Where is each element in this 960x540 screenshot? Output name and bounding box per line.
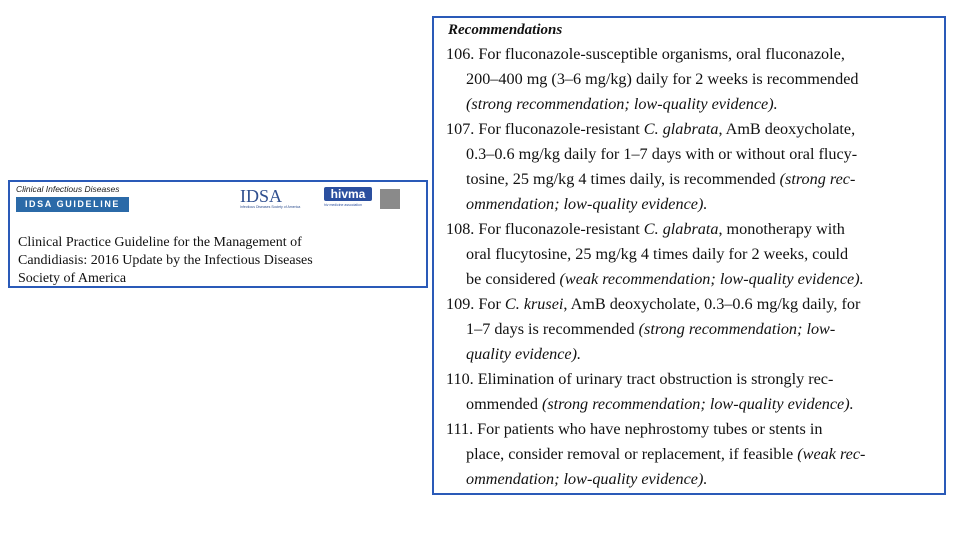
recommendation-italic-text: ommendation; low-quality evidence). (466, 195, 708, 213)
recommendation-line (466, 267, 918, 292)
idsa-logo-text: IDSA (240, 186, 283, 206)
recommendation-item (444, 367, 918, 417)
recommendation-line (466, 67, 918, 92)
recommendation-text: 108. For fluconazole-resistant (446, 220, 644, 238)
recommendation-line (466, 342, 918, 367)
recommendation-line (466, 392, 918, 417)
guideline-header-card (8, 180, 428, 288)
recommendation-item (444, 417, 918, 492)
recommendation-text: place, consider removal or replacement, if feasible (466, 445, 798, 463)
idsa-logo-subtext: Infectious Diseases Society of America (240, 205, 301, 209)
recommendation-line (466, 317, 918, 342)
guideline-title (18, 234, 418, 288)
recommendation-italic-text: (weak recommendation; low-quality evidence). (559, 270, 864, 288)
hivma-logo-subtext: hiv medicine association (324, 203, 362, 207)
guideline-title-line: Society of America (18, 271, 127, 286)
recommendation-text: , AmB deoxycholate, (718, 120, 856, 138)
recommendation-text: 107. For fluconazole-resistant (446, 120, 644, 138)
recommendation-item (444, 117, 918, 217)
recommendation-italic-text: (strong rec- (779, 170, 856, 188)
recommendation-italic-text: ommendation; low-quality evidence). (466, 470, 708, 488)
recommendation-italic-text: C. glabrata (643, 120, 719, 138)
recommendation-text: oral flucytosine, 25 mg/kg 4 times daily for 2 weeks, could (466, 245, 849, 263)
recommendation-line (466, 142, 918, 167)
recommendation-text: , monotherapy with (718, 220, 845, 238)
guideline-title-line: Clinical Practice Guideline for the Management of (18, 235, 302, 250)
idsa-logo (240, 187, 310, 209)
recommendation-text: 110. Elimination of urinary tract obstruction is strongly rec- (446, 370, 834, 388)
recommendation-line (466, 442, 918, 467)
recommendation-italic-text: (strong recommendation; low-quality evidence). (466, 95, 778, 113)
recommendation-italic-text: C. krusei (504, 295, 564, 313)
recommendation-text: ommended (466, 395, 542, 413)
recommendation-text: be considered (466, 270, 560, 288)
recommendation-item (444, 42, 918, 117)
recommendation-italic-text: quality evidence). (466, 345, 582, 363)
recommendations-heading: Recommendations (448, 22, 563, 38)
recommendation-line (446, 292, 918, 317)
recommendation-text: 109. For (446, 295, 505, 313)
recommendation-text: tosine, 25 mg/kg 4 times daily, is recommended (466, 170, 780, 188)
hivma-logo (324, 187, 372, 211)
recommendations-card (432, 16, 946, 495)
recommendation-italic-text: (weak rec- (797, 445, 866, 463)
idsa-guideline-banner: IDSA GUIDELINE (16, 197, 129, 212)
recommendation-line (446, 42, 918, 67)
recommendations-list (444, 42, 918, 492)
recommendation-item (444, 217, 918, 292)
hivma-logo-text: hivma (324, 187, 372, 201)
recommendation-line (466, 167, 918, 192)
recommendation-item (444, 292, 918, 367)
recommendation-text: 1–7 days is recommended (466, 320, 639, 338)
recommendation-italic-text: (strong recommendation; low- (638, 320, 836, 338)
recommendation-text: 0.3–0.6 mg/kg daily for 1–7 days with or without oral flucy- (466, 145, 858, 163)
recommendation-line (446, 117, 918, 142)
guideline-title-line: Candidiasis: 2016 Update by the Infectious Diseases (18, 253, 313, 268)
recommendation-text: 200–400 mg (3–6 mg/kg) daily for 2 weeks is recommended (466, 70, 859, 88)
journal-name: Clinical Infectious Diseases (16, 184, 120, 194)
recommendation-line (446, 417, 918, 442)
recommendation-text: , AmB deoxycholate, 0.3–0.6 mg/kg daily, for (563, 295, 861, 313)
recommendation-text: 106. For fluconazole-susceptible organisms, oral fluconazole, (446, 45, 845, 63)
recommendation-line (446, 367, 918, 392)
recommendation-line (466, 192, 918, 217)
recommendation-line (466, 92, 918, 117)
recommendation-line (466, 242, 918, 267)
recommendation-line (446, 217, 918, 242)
recommendation-text: 111. For patients who have nephrostomy tubes or stents in (446, 420, 823, 438)
recommendation-italic-text: C. glabrata (643, 220, 719, 238)
recommendation-line (466, 467, 918, 492)
publisher-logo (380, 189, 400, 209)
recommendation-italic-text: (strong recommendation; low-quality evidence). (541, 395, 854, 413)
